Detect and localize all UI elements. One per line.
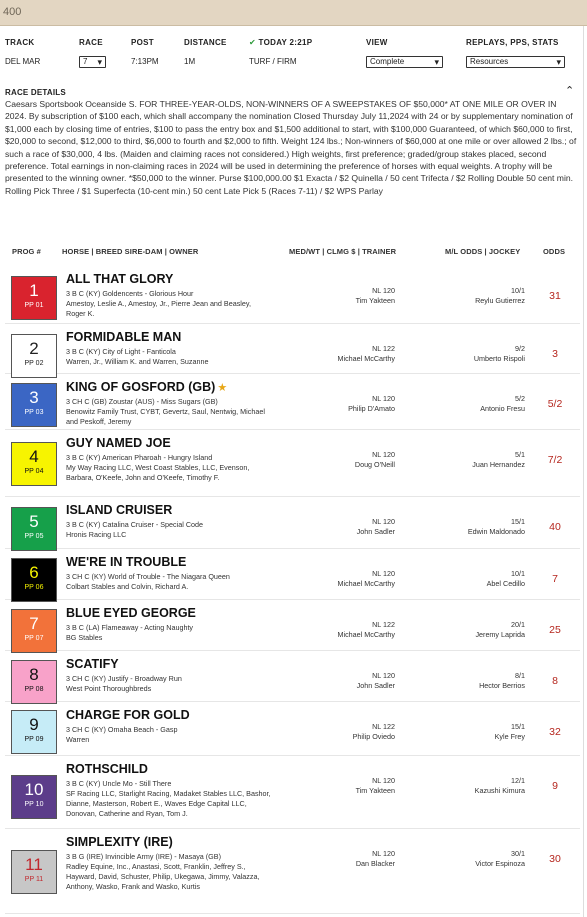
saddlecloth-badge [11, 850, 57, 894]
track-label: TRACK [5, 38, 35, 47]
morning-line-jockey [435, 671, 525, 691]
trainer-name: Philip D'Amato [348, 404, 395, 413]
race-status-label: TODAY 2:21P [258, 38, 313, 47]
saddlecloth-badge [11, 609, 57, 653]
post-position: PP 07 [24, 635, 44, 642]
trainer-name: John Sadler [356, 681, 395, 690]
horse-name[interactable] [66, 762, 148, 776]
med-weight-trainer [305, 849, 395, 869]
med-weight: NL 120 [372, 450, 395, 459]
med-weight-trainer [305, 344, 395, 364]
saddlecloth-badge [11, 660, 57, 704]
horse-breeding-owner: 3 B C (KY) City of Light - Fanticola Warren, Jr., William K. and Warren, Suzanne [66, 347, 209, 367]
live-odds: 8 [552, 675, 558, 687]
horse-name[interactable] [66, 503, 172, 517]
jockey-name: Hector Berrios [479, 681, 525, 690]
horse-breeding-owner: 3 B G (IRE) Invincible Army (IRE) - Masaya (GB) Radley Equine, Inc., Anastasi, Scott, Franklin, Jeffrey S., Hayward, David, Schuster, Philip, Ukegawa, Jimmy, Valazza, Anthony, Wasko, Frank and Wasko, Kurtis [66, 852, 260, 892]
program-number: 6 [29, 563, 39, 582]
chevron-down-icon: ▾ [434, 57, 439, 67]
horse-name-text: SCATIFY [66, 657, 119, 671]
col-odds-header: ODDS [543, 247, 566, 256]
morning-line-jockey [435, 849, 525, 869]
horse-breeding-owner: 3 CH C (KY) Omaha Beach - Gasp Warren [66, 725, 178, 745]
program-number: 8 [29, 665, 39, 684]
horse-name[interactable] [66, 272, 173, 286]
race-select[interactable] [79, 56, 106, 68]
live-odds: 7/2 [547, 454, 563, 466]
saddlecloth-badge [11, 442, 57, 486]
saddlecloth-badge [11, 710, 57, 754]
jockey-name: Abel Cedillo [486, 579, 525, 588]
horse-name[interactable] [66, 657, 119, 671]
med-weight-trainer [305, 671, 395, 691]
horse-name-text: WE'RE IN TROUBLE [66, 555, 187, 569]
med-weight-trainer [305, 776, 395, 796]
chevron-down-icon: ▾ [97, 57, 102, 67]
post-position: PP 06 [24, 584, 44, 591]
med-weight: NL 120 [372, 776, 395, 785]
post-position: PP 09 [24, 736, 44, 743]
program-number: 4 [29, 447, 39, 466]
med-weight-trainer [305, 620, 395, 640]
med-weight-trainer [305, 722, 395, 742]
horse-name-text: CHARGE FOR GOLD [66, 708, 190, 722]
race-select-value: 7 [83, 57, 88, 66]
live-odds: 31 [549, 290, 561, 302]
med-weight: NL 120 [372, 849, 395, 858]
med-weight: NL 122 [372, 344, 395, 353]
post-position: PP 04 [24, 468, 44, 475]
table-row[interactable] [5, 705, 580, 756]
track-value: DEL MAR [5, 57, 41, 66]
morning-line-odds: 15/1 [511, 517, 525, 526]
horse-name[interactable] [66, 555, 186, 569]
saddlecloth-badge [11, 775, 57, 819]
med-weight-trainer [305, 286, 395, 306]
morning-line-odds: 5/2 [515, 394, 525, 403]
morning-line-jockey [435, 517, 525, 537]
post-position: PP 03 [24, 409, 44, 416]
program-number: 1 [29, 281, 39, 300]
horse-breeding-owner: 3 CH C (GB) Zoustar (AUS) - Miss Sugars (GB) Benowitz Family Trust, CYBT, Gevertz, Saul, Nentwig, Michael and Peskoff, Jeremy [66, 397, 265, 427]
horse-name-text: BLUE EYED GEORGE [66, 606, 196, 620]
post-position: PP 10 [24, 801, 44, 808]
trainer-name: Tim Yakteen [355, 296, 395, 305]
live-odds: 25 [549, 624, 561, 636]
horse-breeding-owner: 3 B C (KY) Catalina Cruiser - Special Code Hronis Racing LLC [66, 520, 204, 540]
table-row[interactable] [5, 433, 580, 497]
horse-breeding-owner: 3 B C (LA) Flameaway - Acting Naughty BG Stables [66, 623, 194, 643]
saddlecloth-badge [11, 334, 57, 378]
program-number: 7 [29, 614, 39, 633]
program-number: 9 [29, 715, 39, 734]
morning-line-jockey [435, 286, 525, 306]
live-odds: 5/2 [547, 398, 563, 410]
morning-line-odds: 9/2 [515, 344, 525, 353]
morning-line-jockey [435, 450, 525, 470]
star-icon: ★ [217, 382, 228, 394]
horse-breeding-owner: 3 CH C (KY) Justify - Broadway Run West Point Thoroughbreds [66, 674, 182, 694]
live-odds: 32 [549, 726, 561, 738]
med-weight-trainer [305, 569, 395, 589]
saddlecloth-badge [11, 558, 57, 602]
resources-select-value: Resources [470, 57, 509, 66]
horse-name[interactable] [66, 606, 196, 620]
table-row[interactable] [5, 603, 580, 651]
live-odds: 40 [549, 521, 561, 533]
morning-line-odds: 20/1 [511, 620, 525, 629]
jockey-name: Umberto Rispoli [473, 354, 525, 363]
jockey-name: Jeremy Laprida [475, 630, 525, 639]
horse-name[interactable] [66, 708, 190, 722]
horse-name-text: ISLAND CRUISER [66, 503, 173, 517]
trainer-name: Doug O'Neill [354, 460, 395, 469]
program-number: 3 [29, 388, 39, 407]
post-position: PP 11 [24, 876, 44, 883]
morning-line-odds: 15/1 [511, 722, 525, 731]
table-row[interactable] [5, 500, 580, 549]
morning-line-jockey [435, 344, 525, 364]
live-odds: 9 [552, 780, 558, 792]
race-label: RACE [79, 38, 103, 47]
surface-value: TURF / FIRM [249, 57, 297, 66]
program-number: 10 [24, 780, 44, 799]
horse-breeding-owner: 3 B C (KY) Uncle Mo - Still There SF Racing LLC, Starlight Racing, Madaket Stables LLC, Bashor, Dianne, Masterson, Robert E., Waves Edge Capital LLC, Donovan, Catherine and Ryan, Tom J. [66, 779, 271, 819]
chevron-up-icon[interactable]: ⌃ [565, 85, 575, 97]
morning-line-jockey [435, 569, 525, 589]
col-ml-header: M/L ODDS | JOCKEY [445, 247, 521, 256]
morning-line-odds: 10/1 [511, 286, 525, 295]
jockey-name: Edwin Maldonado [467, 527, 525, 536]
med-weight: NL 120 [372, 394, 395, 403]
live-odds: 30 [549, 853, 561, 865]
trainer-name: John Sadler [356, 527, 395, 536]
morning-line-odds: 8/1 [515, 671, 525, 680]
horse-name-text: KING OF GOSFORD (GB) [66, 380, 216, 394]
race-details-text: Caesars Sportsbook Oceanside S. FOR THREE-YEAR-OLDS, NON-WINNERS OF A SWEEPSTAKES OF $50,000* AT ONE MILE OR OVER IN 2024. By subscription of $100 each, which shall accompany the nomination Closed Thursday July 11,2024 with 24 or by supplementary nomination of $1,000 each by closing time of entries, $100 to pass the entry box and $1,500 additional to start, with $100,000 Guaranteed, of which $60,000 to first, $20,000 to second, $12,000 to third, $6,000 to fourth and $2,000 to fifth. Weight 124 lbs.; Non-winners of $60,000 at one mile or over allowed 2 lbs.; of such a race of $30,000, 4 lbs. (Maiden and claiming races not considered.) High weights, first preference; graded/group stakes placed, second preference. Total earnings in non-claiming races in 2024 will be used in determining the preference of horses with equal weights. A trophy will be presented to the winning owner. *$50,000 to the winner. Purse $100,000.00 $1 Exacta / $2 Quinella / 50 cent Trifecta / $2 Rolling Double 50 cent min. Rolling Pick Three / $1 Superfecta (10-cent min.) 50 cent Late Pick 5 (Races 7-11) / $2 WPS Parlay [5, 99, 577, 196]
chevron-down-icon: ▾ [556, 57, 561, 67]
med-weight-trainer [305, 450, 395, 470]
med-weight-trainer [305, 517, 395, 537]
divider [583, 26, 584, 917]
trainer-name: Tim Yakteen [355, 786, 395, 795]
view-select-value: Complete [370, 57, 405, 66]
morning-line-odds: 30/1 [511, 849, 525, 858]
trainer-name: Dan Blacker [355, 859, 395, 868]
post-label: POST [131, 38, 154, 47]
morning-line-odds: 10/1 [511, 569, 525, 578]
table-row[interactable] [5, 327, 580, 374]
top-bar [0, 0, 587, 26]
table-row[interactable] [5, 654, 580, 702]
distance-value: 1M [184, 57, 196, 66]
jockey-name: Victor Espinoza [475, 859, 525, 868]
jockey-name: Kazushi Kimura [474, 786, 525, 795]
med-weight: NL 120 [372, 671, 395, 680]
table-row[interactable] [5, 759, 580, 829]
morning-line-odds: 12/1 [511, 776, 525, 785]
morning-line-odds: 5/1 [515, 450, 525, 459]
col-med-header: MED/WT | CLMG $ | TRAINER [289, 247, 397, 256]
post-position: PP 02 [24, 360, 44, 367]
jockey-name: Antonio Fresu [480, 404, 525, 413]
program-number: 5 [29, 512, 39, 531]
trainer-name: Michael McCarthy [337, 630, 395, 639]
table-row[interactable] [5, 269, 580, 324]
saddlecloth-badge [11, 276, 57, 320]
horse-breeding-owner: 3 B C (KY) American Pharoah - Hungry Island My Way Racing LLC, West Coast Stables, LLC, Evenson, Barbara, O'Keefe, John and O'Keefe, Timothy F. [66, 453, 250, 483]
morning-line-jockey [435, 394, 525, 414]
race-info-bar [0, 38, 587, 78]
horse-breeding-owner: 3 CH C (KY) World of Trouble - The Niagara Queen Colbart Stables and Colvin, Richard A. [66, 572, 230, 592]
post-position: PP 05 [24, 533, 44, 540]
med-weight: NL 120 [372, 517, 395, 526]
med-weight: NL 122 [372, 722, 395, 731]
top-bar-text: 400 [3, 6, 22, 18]
jockey-name: Kyle Frey [494, 732, 525, 741]
post-position: PP 01 [24, 302, 44, 309]
distance-label: DISTANCE [184, 38, 227, 47]
med-weight-trainer [305, 394, 395, 414]
check-circle-icon: ✔ [249, 38, 257, 47]
med-weight: NL 120 [372, 569, 395, 578]
trainer-name: Philip Oviedo [352, 732, 395, 741]
horse-name-text: ROTHSCHILD [66, 762, 148, 776]
horse-name-text: ALL THAT GLORY [66, 272, 174, 286]
horse-name-text: SIMPLEXITY (IRE) [66, 835, 173, 849]
horse-name-text: GUY NAMED JOE [66, 436, 171, 450]
col-prog-header: PROG # [12, 247, 41, 256]
jockey-name: Juan Hernandez [472, 460, 525, 469]
race-status [249, 38, 312, 47]
horse-breeding-owner: 3 B C (KY) Goldencents - Glorious Hour Amestoy, Leslie A., Amestoy, Jr., Pierre Jean and Beasley, Roger K. [66, 289, 251, 319]
table-row[interactable] [5, 832, 580, 914]
col-horse-header: HORSE | BREED SIRE-DAM | OWNER [62, 247, 199, 256]
saddlecloth-badge [11, 383, 57, 427]
post-position: PP 08 [24, 686, 44, 693]
resources-select[interactable] [466, 56, 565, 68]
jockey-name: Reylu Gutierrez [475, 296, 525, 305]
horse-name[interactable] [66, 330, 181, 344]
view-label: VIEW [366, 38, 388, 47]
med-weight: NL 120 [372, 286, 395, 295]
horse-name-text: FORMIDABLE MAN [66, 330, 182, 344]
horse-name[interactable] [66, 436, 171, 450]
race-details-title: RACE DETAILS [5, 88, 66, 97]
post-value: 7:13PM [131, 57, 159, 66]
table-row[interactable] [5, 552, 580, 600]
program-number: 2 [29, 339, 39, 358]
view-select[interactable] [366, 56, 443, 68]
trainer-name: Michael McCarthy [337, 579, 395, 588]
saddlecloth-badge [11, 507, 57, 551]
table-row[interactable] [5, 377, 580, 430]
morning-line-jockey [435, 620, 525, 640]
live-odds: 3 [552, 348, 558, 360]
program-number: 11 [25, 855, 43, 874]
live-odds: 7 [552, 573, 558, 585]
med-weight: NL 122 [372, 620, 395, 629]
horse-name[interactable] [66, 835, 173, 849]
trainer-name: Michael McCarthy [337, 354, 395, 363]
morning-line-jockey [435, 776, 525, 796]
morning-line-jockey [435, 722, 525, 742]
replays-label: REPLAYS, PPS, STATS [466, 38, 559, 47]
horse-name[interactable] [66, 380, 227, 394]
